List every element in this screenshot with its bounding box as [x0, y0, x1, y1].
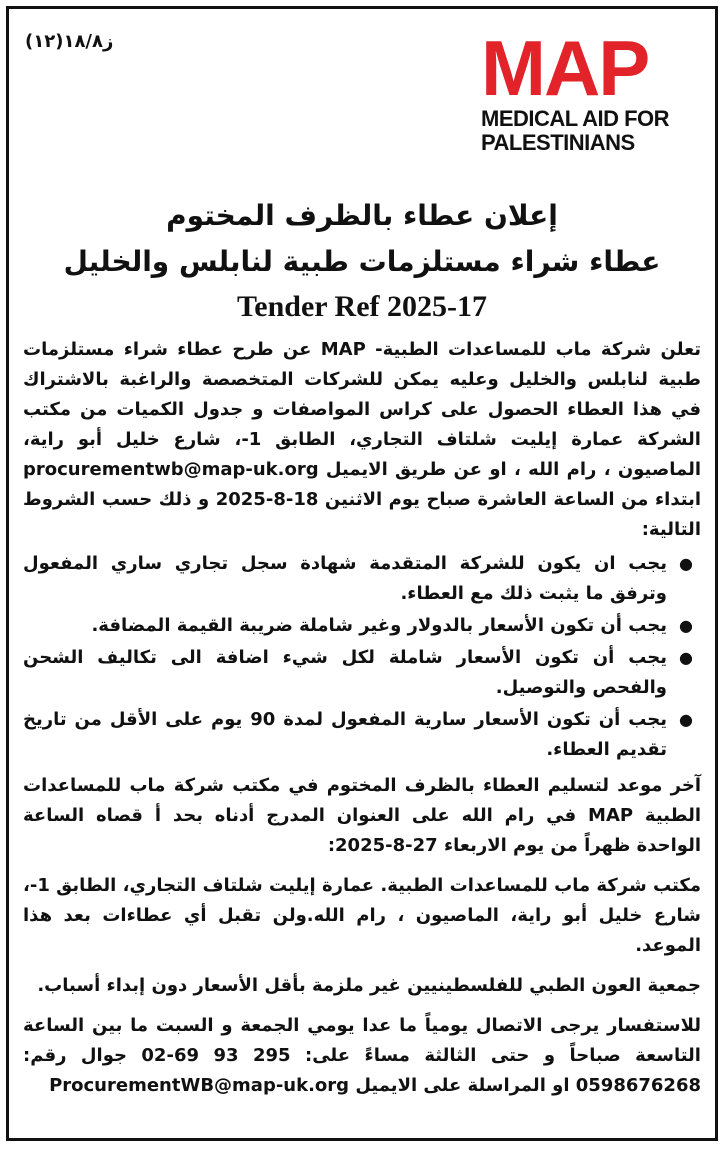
tender-reference: Tender Ref 2025-17	[237, 290, 487, 323]
condition-text: يجب أن تكون الأسعار سارية المفعول لمدة 90 يوم على الأقل من تاريخ تقديم العطاء.	[23, 709, 667, 760]
logo-mark: MAP	[481, 24, 649, 112]
disclaimer-paragraph: جمعية العون الطبي للفلسطينيين غير ملزمة بأقل الأسعار دون إبداء أسباب.	[37, 975, 701, 996]
bullet-icon: ●	[679, 710, 693, 729]
condition-text: يجب أن تكون الأسعار شاملة لكل شيء اضافة الى تكاليف الشحن والفحص والتوصيل.	[23, 647, 667, 698]
address-paragraph: مكتب شركة ماب للمساعدات الطبية. عمارة إيليت شلتاف التجاري، الطابق 1-، شارع خليل أبو راية، الماصيون ، رام الله.ولن تقبل أي عطاءات بعد هذا الموعد.	[23, 875, 701, 956]
conditions-list	[23, 549, 701, 765]
announcement-titles	[9, 193, 715, 329]
condition-item	[23, 705, 693, 765]
bullet-icon: ●	[679, 554, 693, 573]
bullet-icon: ●	[679, 616, 693, 635]
condition-item	[23, 549, 693, 609]
condition-text: يجب أن تكون الأسعار بالدولار وغير شاملة ضريبة القيمة المضافة.	[91, 615, 667, 636]
tender-ad-frame	[6, 6, 718, 1141]
publication-code: ز١٨/٨(١٢)	[25, 31, 114, 52]
bullet-icon: ●	[679, 648, 693, 667]
logo-line-1: MEDICAL AID FOR	[481, 106, 670, 131]
logo-line-2: PALESTINIANS	[481, 130, 635, 155]
tender-subject: عطاء شراء مستلزمات طبية لنابلس والخليل	[63, 245, 661, 278]
condition-text: يجب ان يكون للشركة المتقدمة شهادة سجل تجاري ساري المفعول وترفق ما يثبت ذلك مع العطاء.	[23, 553, 667, 604]
intro-paragraph: تعلن شركة ماب للمساعدات الطبية- MAP عن طرح عطاء شراء مستلزمات طبية لنابلس والخليل وعليه يمكن للشركات المتخصصة والراغبة بالاشتراك في هذا العطاء الحصول على كراس المواصفات و جدول الكميات من مكتب الشركة عمارة إيليت شلتاف التجاري، الطابق 1-، شارع خليل أبو راية، الماصيون ، رام الله ، او عن طريق الايميل procurementwb@map-uk.org ابتداء من الساعة العاشرة صباح يوم الاثنين 18-8-2025 و ذلك حسب الشروط التالية:	[23, 339, 702, 540]
announcement-title: إعلان عطاء بالظرف المختوم	[166, 199, 558, 232]
deadline-paragraph: آخر موعد لتسليم العطاء بالظرف المختوم في مكتب شركة ماب للمساعدات الطبية MAP في رام الله على العنوان المدرج أدناه بحد أ قصاه الساعة الواحدة ظهراً من يوم الاربعاء 27-8-2025:	[23, 775, 701, 856]
map-logo	[475, 24, 675, 155]
condition-item	[23, 643, 693, 703]
announcement-body	[23, 335, 701, 1101]
contact-paragraph: للاستفسار يرجى الاتصال يومياً ما عدا يومي الجمعة و السبت ما بين الساعة التاسعة صباحاً و حتى الثالثة مساءً على: 295 93 69-02 جوال رقم: 0598676268 او المراسلة على الايميل ProcurementWB@map-uk.org	[23, 1015, 701, 1096]
condition-item	[23, 611, 693, 641]
